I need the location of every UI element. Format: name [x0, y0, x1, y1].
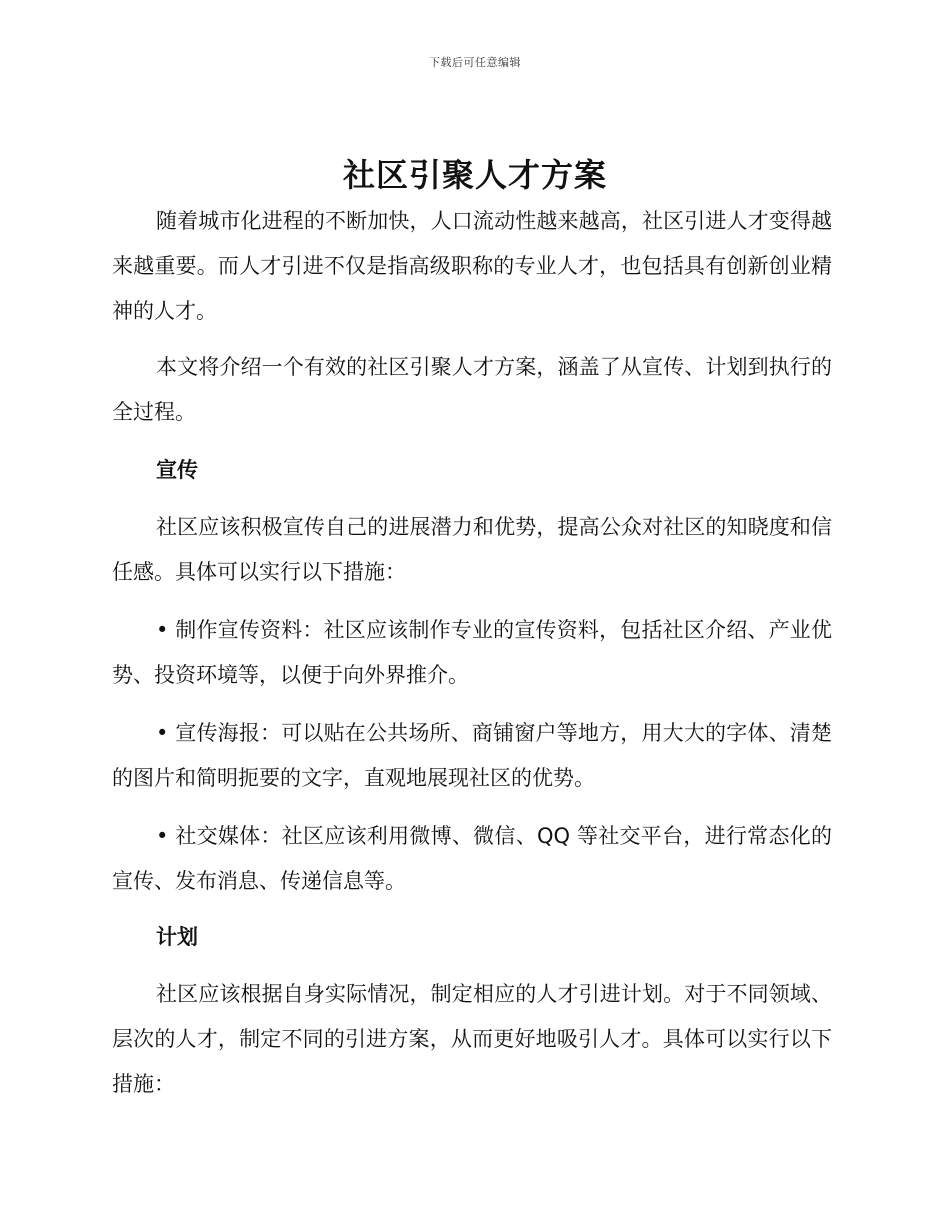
plan-paragraph: 社区应该根据自身实际情况，制定相应的人才引进计划。对于不同领域、层次的人才，制定不同的引进方案，从而更好地吸引人才。具体可以实行以下措施： — [112, 982, 832, 1096]
document-title: 社区引聚人才方案 — [342, 156, 607, 194]
bullet-item-social-media: • 社交媒体：社区应该利用微博、微信、QQ 等社交平台，进行常态化的宣传、发布消息、传递信息等。 — [112, 824, 832, 893]
bullet-item-materials: • 制作宣传资料：社区应该制作专业的宣传资料，包括社区介绍、产业优势、投资环境等，以便于向外界推介。 — [112, 618, 832, 687]
publicity-paragraph: 社区应该积极宣传自己的进展潜力和优势，提高公众对社区的知晓度和信任感。具体可以实行以下措施： — [112, 515, 832, 584]
section-heading-publicity: 宣传 — [156, 458, 198, 482]
bullet-item-posters: • 宣传海报：可以贴在公共场所、商铺窗户等地方，用大大的字体、清楚的图片和简明扼要的文字，直观地展现社区的优势。 — [112, 721, 832, 790]
header-note: 下载后可任意编辑 — [429, 56, 521, 69]
intro-paragraph-2: 本文将介绍一个有效的社区引聚人才方案，涵盖了从宣传、计划到执行的全过程。 — [112, 355, 832, 424]
section-heading-plan: 计划 — [156, 925, 198, 949]
intro-paragraph-1: 随着城市化进程的不断加快，人口流动性越来越高，社区引进人才变得越来越重要。而人才引进不仅是指高级职称的专业人才，也包括具有创新创业精神的人才。 — [112, 209, 832, 323]
